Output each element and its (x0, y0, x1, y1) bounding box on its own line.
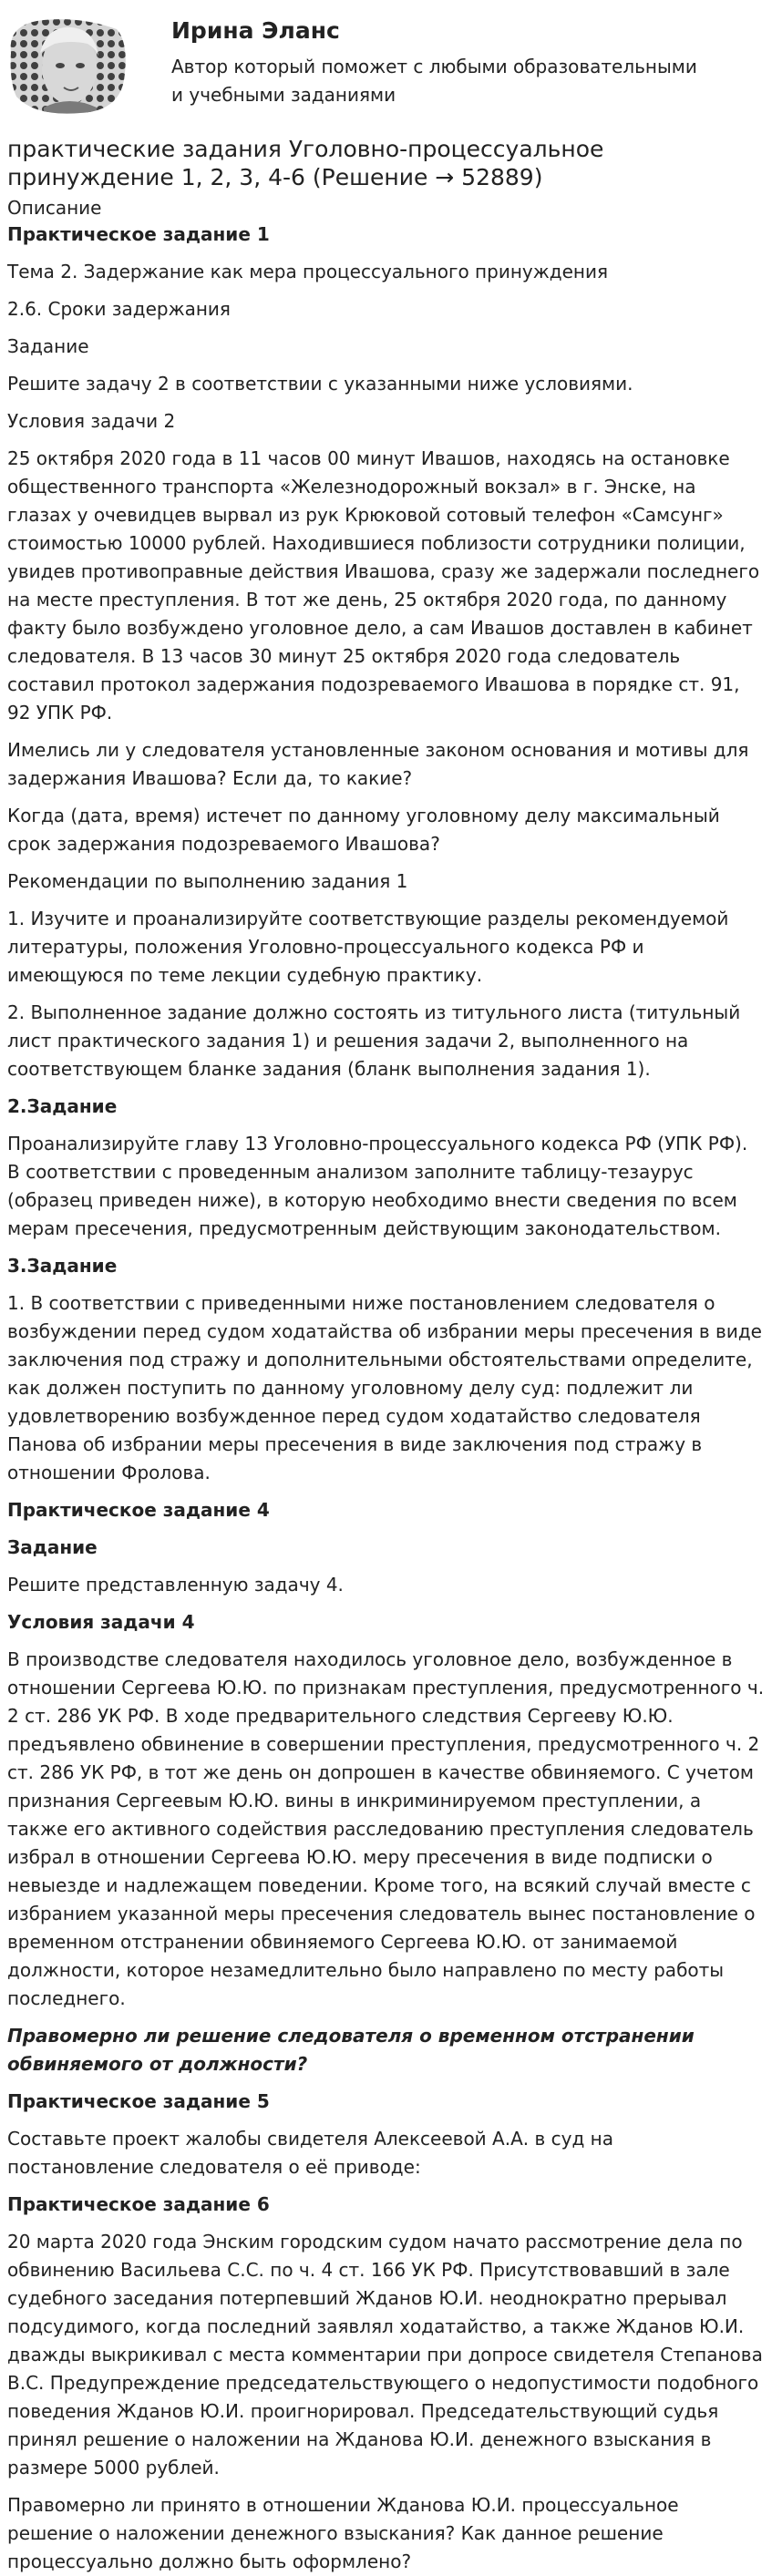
paragraph: Составьте проект жалобы свидетеля Алексеевой А.А. в суд на постановление следователя о её приводе: (7, 2128, 613, 2178)
section-heading: Правомерно ли решение следователя о временном отстранении обвиняемого от должности? (7, 2025, 695, 2075)
section-heading: 2.Задание (7, 1095, 118, 1117)
paragraph: Рекомендации по выполнению задания 1 (7, 870, 408, 892)
section-heading: 3.Задание (7, 1255, 118, 1277)
paragraph: В производстве следователя находилось уголовное дело, возбужденное в отношении Сергеева Ю.Ю. по признакам преступления, предусмотренного ч. 2 ст. 286 УК РФ. В ходе предварительного следствия Сергееву Ю.Ю. предъявлено обвинение в совершении преступления, предусмотренного ч. 2 ст. 286 УК РФ, в тот же день он допрошен в качестве обвиняемого. С учетом признания Сергеевым Ю.Ю. вины в инкриминируемом преступлении, а также его активного содействия расследованию преступления следователь избрал в отношении Сергеева Ю.Ю. меру пресечения в виде подписки о невыезде и надлежащем поведении. Кроме того, на всякий случай вместе с избранием указанной меры пресечения следователь вынес постановление о временном отстранении обвиняемого Сергеева Ю.Ю. от занимаемой должности, которое незамедлительно было направлено по месту работы последнего. (7, 1648, 765, 2009)
paragraph: Решите представленную задачу 4. (7, 1574, 344, 1596)
author-block (7, 0, 765, 122)
section-heading: Практическое задание 1 (7, 223, 270, 245)
section-heading: Условия задачи 4 (7, 1611, 195, 1633)
paragraph: 1. В соответствии с приведенными ниже постановлением следователя о возбуждении перед судом ходатайства об избрании меры пресечения в виде заключения под стражу и дополнительными обстоятельствами определите, как должен поступить по данному уголовному делу суд: подлежит ли удовлетворению возбужденное перед судом ходатайство следователя Панова об избрании меры пресечения в виде заключения под стражу в отношении Фролова. (7, 1292, 762, 1483)
paragraph: Когда (дата, время) истечет по данному уголовному делу максимальный срок задержания подозреваемого Ивашова? (7, 805, 720, 855)
paragraph: Решите задачу 2 в соответствии с указанными ниже условиями. (7, 373, 633, 395)
section-heading: Практическое задание 4 (7, 1499, 270, 1521)
section-heading: Практическое задание 6 (7, 2193, 270, 2215)
paragraph: Тема 2. Задержание как мера процессуального принуждения (7, 261, 608, 282)
page-title: практические задания Уголовно-процессуальное принуждение 1, 2, 3, 4-6 (Решение → 52889) (7, 136, 604, 190)
paragraph: 2. Выполненное задание должно состоять из титульного листа (титульный лист практического задания 1) и решения задачи 2, выполненного на соответствующем бланке задания (бланк выполнения задания 1). (7, 1001, 741, 1080)
paragraph: Проанализируйте главу 13 Уголовно-процессуального кодекса РФ (УПК РФ). В соответствии с проведенным анализом заполните таблицу-тезаурус (образец приведен ниже), в которую необходимо внести сведения по всем мерам пресечения, предусмотренным действующим законодательством. (7, 1133, 748, 1239)
paragraph: Условия задачи 2 (7, 410, 176, 432)
paragraph: 1. Изучите и проанализируйте соответствующие разделы рекомендуемой литературы, положения Уголовно-процессуального кодекса РФ и имеющуюся по теме лекции судебную практику. (7, 908, 729, 986)
paragraph: 2.6. Сроки задержания (7, 298, 231, 320)
paragraph: 20 марта 2020 года Энским городским судом начато рассмотрение дела по обвинению Васильева С.С. по ч. 4 ст. 166 УК РФ. Присутствовавший в зале судебного заседания потерпевший Жданов Ю.И. неоднократно прерывал подсудимого, когда последний заявлял ходатайство, а также Жданов Ю.И. дважды выкрикивал с места комментарии при допросе свидетеля Степанова В.С. Предупреждение председательствующего о недопустимости подобного поведения Жданов Ю.И. проигнорировал. Председательствующий судья принял решение о наложении на Жданова Ю.И. денежного взыскания в размере 5000 рублей. (7, 2231, 763, 2479)
paragraph: Задание (7, 335, 89, 357)
author-name[interactable]: Ирина Эланс (171, 17, 340, 44)
paragraph: Правомерно ли принято в отношении Жданова Ю.И. процессуальное решение о наложении денежного взыскания? Как данное решение процессуально должно быть оформлено? (7, 2494, 679, 2572)
paragraph: 25 октября 2020 года в 11 часов 00 минут Ивашов, находясь на остановке общественного транспорта «Железнодорожный вокзал» в г. Энске, на глазах у очевидцев вырвал из рук Крюковой сотовый телефон «Самсунг» стоимостью 10000 рублей. Находившиеся поблизости сотрудники полиции, увидев противоправные действия Ивашова, сразу же задержали последнего на месте преступления. В тот же день, 25 октября 2020 года, по данному факту было возбуждено уголовное дело, а сам Ивашов доставлен в кабинет следователя. В 13 часов 30 минут 25 октября 2020 года следователь составил протокол задержания подозреваемого Ивашова в порядке ст. 91, 92 УПК РФ. (7, 447, 760, 724)
section-heading: Задание (7, 1536, 98, 1558)
avatar-image (7, 16, 128, 117)
description-content (7, 221, 765, 2576)
description-label: Описание (7, 197, 102, 219)
section-heading: Практическое задание 5 (7, 2090, 270, 2112)
avatar[interactable] (7, 16, 128, 117)
author-description: Автор который поможет с любыми образовательными и учебными заданиями (171, 56, 697, 106)
paragraph: Имелись ли у следователя установленные законом основания и мотивы для задержания Ивашова? Если да, то какие? (7, 739, 749, 789)
